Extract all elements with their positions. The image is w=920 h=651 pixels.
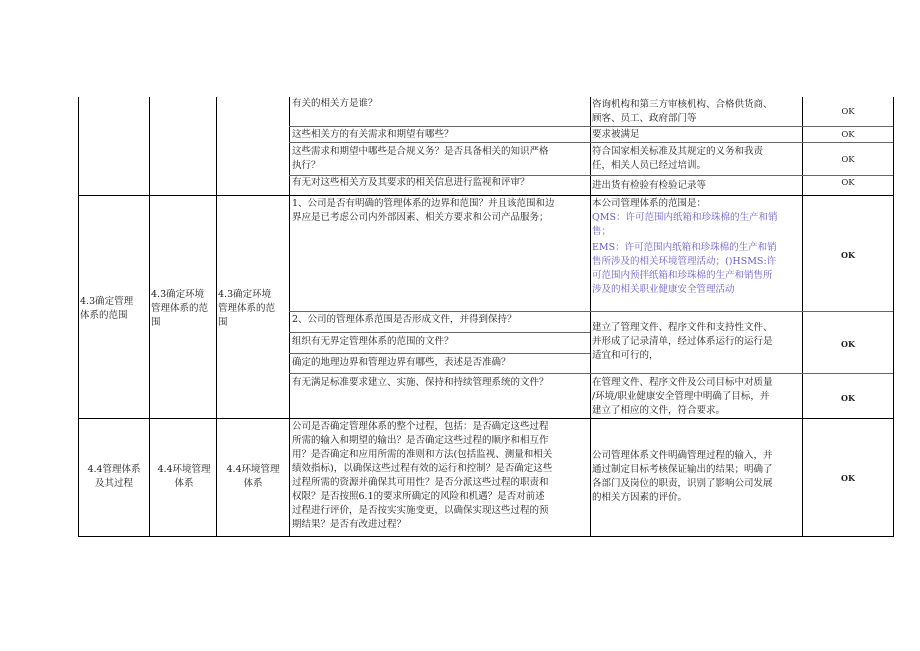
result-cell: OK [841,107,855,117]
clause-cell: 4.3确定管理 体系的范围 [80,296,134,321]
question-cell: 有无满足标准要求建立、实施、保持和持续管理系统的文件？ [292,377,549,388]
evidence-cell: 咨询机构和第三方审核机构、合格供货商、 顾客、员工、政府部门等 [592,99,773,124]
question-cell: 这些相关方的有关需求和期望有哪些？ [292,129,454,140]
env-clause-cell: 4.4环境管理 体系 [157,464,211,489]
evidence-cell: 进出货有检验有检验记录等 [592,180,707,191]
question-cell: 这些需求和期望中哪些是合规义务？是否具备相关的知识严格 执行？ [292,146,549,171]
env-clause-cell: 4.3确定环境 管理体系的范 围 [151,289,209,328]
ems-scope-text: EMS：许可范围内纸箱和珍珠棉的生产和销 售所涉及的相关环境管理活动；()HSMS:许 可范围内预拌纸箱和珍珠棉的生产和销售所 涉及的相关职业健康安全管理活动 [592,242,777,295]
env-clause-cell: 4.3确定环境 管理体系的范 围 [218,289,276,328]
evidence-cell: 在管理文件、程序文件及公司目标中对质量 /环境/职业健康安全管理中明确了目标，并 建立了相应的文件，符合要求。 [592,377,773,416]
evidence-cell: 符合国家相关标准及其规定的义务和我责 任，相关人员已经过培训。 [592,146,764,171]
result-cell: OK [841,339,855,349]
result-cell: OK [841,393,855,403]
question-cell: 组织有无界定管理体系的范围的文件？ [292,336,454,347]
evidence-cell: 公司管理体系文件明确管理过程的输入，并 通过制定目标考核保证输出的结果；明确了 各部门及岗位的职责，识别了影响公司发展 的相关方因素的评价。 [592,450,773,503]
result-cell: OK [841,250,855,260]
result-cell: OK [841,155,855,165]
result-cell: OK [841,178,855,188]
evidence-cell: 要求被满足 [592,129,640,140]
question-cell: 1、公司是否有明确的管理体系的边界和范围？并且该范围和边 界应是已考虑公司内外部因素、相关方要求和公司产品服务； [292,198,555,223]
question-cell: 有无对这些相关方及其要求的相关信息进行监视和评审？ [292,177,530,188]
result-cell: OK [841,473,855,483]
clause-cell: 4.4管理体系 及其过程 [87,464,141,489]
question-cell: 有关的相关方是谁？ [292,98,378,109]
env-clause-cell: 4.4环境管理 体系 [226,464,280,489]
qms-scope-text: QMS：许可范围内纸箱和珍珠棉的生产和销 售； [592,212,778,237]
question-cell: 2、公司的管理体系范围是否形成文件，并得到保持？ [292,314,517,325]
evidence-intro: 本公司管理体系的范围是： [592,198,707,209]
question-cell: 确定的地理边界和管理边界有哪些，表述是否准确？ [292,357,511,368]
result-cell: OK [841,130,855,140]
question-cell: 公司是否确定管理体系的整个过程，包括：是否确定这些过程 所需的输入和期望的输出？是否确定这些过程的顺序和相互作 用？是否确定和应用所需的准则和方法(包括监视、测量和相关 绩效指标)，以确保这些过程有效的运行和控制？是否确定这些 过程所需的资源并确保其可用性？是否分派这些过程的职责和 权限？是否按照6.1的要求所确定的风险和机遇？是否对前述 过程进行评价，是否按实实施变更，以确保实现这些过程的预 期结果？是否有改进过程？ [292,421,553,530]
evidence-cell: 建立了管理文件、程序文件和支持性文件、 并形成了记录清单，经过体系运行的运行是 适宜和可行的， [592,322,773,361]
